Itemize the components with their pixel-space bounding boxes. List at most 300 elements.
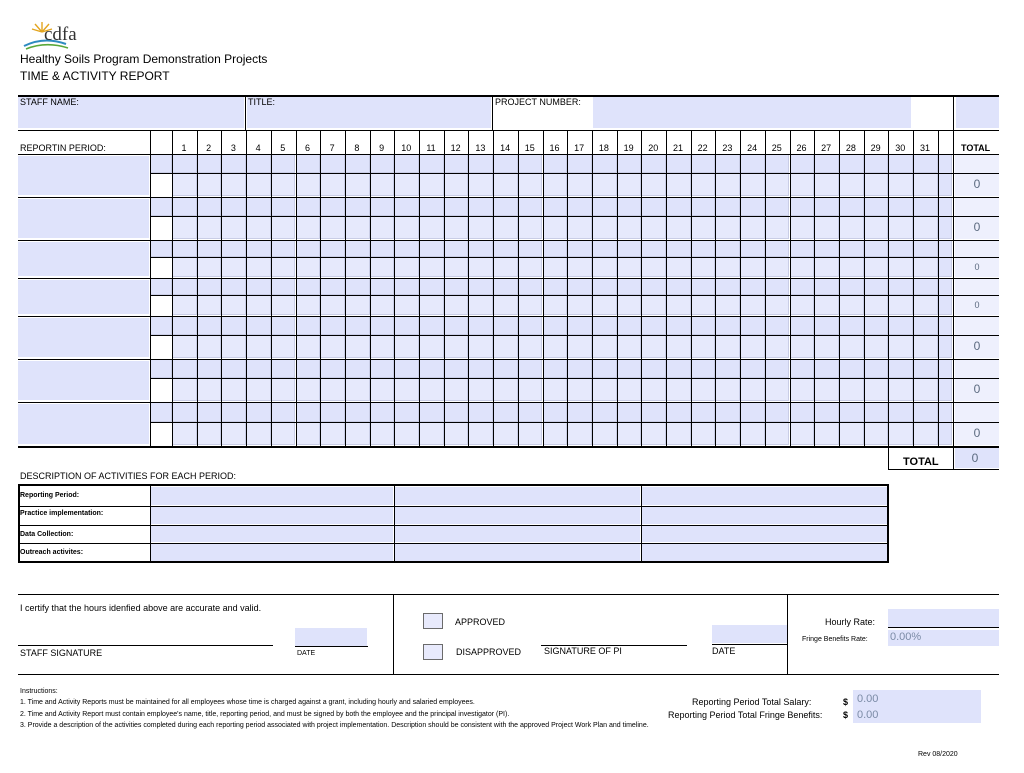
hours-cell[interactable] — [889, 360, 913, 378]
activity-name-field[interactable] — [18, 242, 149, 276]
hours-cell[interactable] — [716, 296, 740, 315]
hours-cell[interactable] — [173, 336, 197, 358]
hours-cell[interactable] — [544, 423, 568, 445]
activity-description-field[interactable] — [151, 544, 393, 561]
hours-cell[interactable] — [247, 423, 271, 445]
hours-cell[interactable] — [618, 279, 642, 295]
hours-cell[interactable] — [741, 155, 765, 173]
hours-cell[interactable] — [568, 279, 592, 295]
hours-cell[interactable] — [198, 279, 222, 295]
hours-cell[interactable] — [272, 198, 296, 216]
activity-description-field[interactable] — [642, 487, 887, 505]
hours-cell[interactable] — [150, 240, 172, 257]
hours-cell[interactable] — [642, 279, 666, 295]
hours-cell[interactable] — [741, 423, 765, 445]
hours-cell[interactable] — [222, 155, 246, 173]
hours-cell[interactable] — [346, 317, 370, 335]
hours-cell[interactable] — [420, 258, 444, 277]
hours-cell[interactable] — [889, 296, 913, 315]
hours-cell[interactable] — [297, 217, 321, 239]
hours-cell[interactable] — [519, 360, 543, 378]
hours-cell[interactable] — [420, 403, 444, 422]
hours-cell[interactable] — [346, 379, 370, 401]
hours-cell[interactable] — [914, 217, 938, 239]
hours-cell[interactable] — [247, 217, 271, 239]
hours-cell[interactable] — [815, 336, 839, 358]
hours-cell[interactable] — [692, 336, 716, 358]
hours-cell[interactable] — [469, 174, 493, 196]
hours-cell[interactable] — [346, 258, 370, 277]
hours-cell[interactable] — [618, 336, 642, 358]
hours-cell[interactable] — [741, 360, 765, 378]
hours-cell[interactable] — [642, 296, 666, 315]
hours-cell[interactable] — [222, 379, 246, 401]
hours-cell[interactable] — [667, 198, 691, 216]
hours-cell[interactable] — [395, 258, 419, 277]
hours-cell[interactable] — [371, 403, 395, 422]
hours-cell[interactable] — [198, 258, 222, 277]
hours-cell[interactable] — [297, 258, 321, 277]
hours-cell[interactable] — [494, 279, 518, 295]
hours-cell[interactable] — [519, 403, 543, 422]
hours-cell[interactable] — [791, 360, 815, 378]
hours-cell[interactable] — [692, 241, 716, 257]
hours-cell[interactable] — [865, 423, 889, 445]
hours-cell[interactable] — [716, 241, 740, 257]
hours-cell[interactable] — [544, 217, 568, 239]
hours-cell[interactable] — [346, 296, 370, 315]
hours-cell[interactable] — [840, 198, 864, 216]
hours-cell[interactable] — [297, 279, 321, 295]
hours-cell[interactable] — [741, 379, 765, 401]
hours-cell[interactable] — [247, 360, 271, 378]
hours-cell[interactable] — [297, 241, 321, 257]
hours-cell[interactable] — [741, 174, 765, 196]
hours-cell[interactable] — [371, 379, 395, 401]
hours-cell[interactable] — [150, 278, 172, 295]
hours-cell[interactable] — [222, 258, 246, 277]
hours-cell[interactable] — [297, 296, 321, 315]
hours-cell[interactable] — [445, 241, 469, 257]
hours-cell[interactable] — [445, 217, 469, 239]
hours-cell[interactable] — [445, 317, 469, 335]
hours-cell[interactable] — [692, 155, 716, 173]
hours-cell[interactable] — [692, 403, 716, 422]
hours-cell[interactable] — [297, 317, 321, 335]
hours-cell[interactable] — [766, 360, 790, 378]
hours-cell[interactable] — [865, 155, 889, 173]
hours-cell[interactable] — [494, 174, 518, 196]
hours-cell[interactable] — [371, 217, 395, 239]
hours-cell[interactable] — [395, 198, 419, 216]
hours-cell[interactable] — [667, 336, 691, 358]
hours-cell[interactable] — [247, 403, 271, 422]
hours-cell[interactable] — [939, 198, 952, 239]
hours-cell[interactable] — [222, 241, 246, 257]
hours-cell[interactable] — [766, 317, 790, 335]
hours-cell[interactable] — [865, 336, 889, 358]
hours-cell[interactable] — [272, 296, 296, 315]
hours-cell[interactable] — [593, 279, 617, 295]
hours-cell[interactable] — [716, 336, 740, 358]
hours-cell[interactable] — [939, 279, 952, 315]
hours-cell[interactable] — [766, 279, 790, 295]
hours-cell[interactable] — [593, 296, 617, 315]
hours-cell[interactable] — [667, 317, 691, 335]
hours-cell[interactable] — [272, 336, 296, 358]
hours-cell[interactable] — [568, 423, 592, 445]
hours-cell[interactable] — [791, 241, 815, 257]
hours-cell[interactable] — [568, 379, 592, 401]
hours-cell[interactable] — [593, 217, 617, 239]
hours-cell[interactable] — [618, 379, 642, 401]
hours-cell[interactable] — [544, 174, 568, 196]
activity-name-field[interactable] — [18, 280, 149, 314]
hours-cell[interactable] — [593, 336, 617, 358]
hours-cell[interactable] — [173, 198, 197, 216]
hours-cell[interactable] — [593, 360, 617, 378]
hours-cell[interactable] — [222, 174, 246, 196]
hours-cell[interactable] — [544, 317, 568, 335]
hours-cell[interactable] — [198, 403, 222, 422]
hours-cell[interactable] — [889, 423, 913, 445]
hours-cell[interactable] — [395, 296, 419, 315]
hours-cell[interactable] — [420, 379, 444, 401]
hours-cell[interactable] — [469, 403, 493, 422]
hours-cell[interactable] — [222, 217, 246, 239]
hours-cell[interactable] — [568, 217, 592, 239]
hours-cell[interactable] — [469, 279, 493, 295]
hours-cell[interactable] — [791, 423, 815, 445]
hours-cell[interactable] — [371, 258, 395, 277]
hours-cell[interactable] — [519, 279, 543, 295]
hours-cell[interactable] — [815, 174, 839, 196]
activity-description-field[interactable] — [395, 507, 640, 524]
hours-cell[interactable] — [420, 217, 444, 239]
hours-cell[interactable] — [321, 296, 345, 315]
hours-cell[interactable] — [618, 198, 642, 216]
hours-cell[interactable] — [568, 198, 592, 216]
hours-cell[interactable] — [667, 241, 691, 257]
hours-cell[interactable] — [297, 423, 321, 445]
hours-cell[interactable] — [371, 317, 395, 335]
hours-cell[interactable] — [766, 423, 790, 445]
hours-cell[interactable] — [568, 241, 592, 257]
hours-cell[interactable] — [618, 317, 642, 335]
hours-cell[interactable] — [815, 217, 839, 239]
hours-cell[interactable] — [692, 296, 716, 315]
hours-cell[interactable] — [865, 198, 889, 216]
hours-cell[interactable] — [395, 279, 419, 295]
hours-cell[interactable] — [667, 174, 691, 196]
title-field[interactable] — [247, 97, 491, 128]
activity-name-field[interactable] — [18, 199, 149, 238]
hours-cell[interactable] — [667, 403, 691, 422]
hours-cell[interactable] — [247, 241, 271, 257]
hours-cell[interactable] — [766, 379, 790, 401]
hours-cell[interactable] — [371, 198, 395, 216]
hours-cell[interactable] — [222, 317, 246, 335]
hours-cell[interactable] — [544, 360, 568, 378]
activity-name-field[interactable] — [18, 361, 149, 400]
approved-checkbox[interactable] — [423, 613, 443, 629]
hours-cell[interactable] — [692, 317, 716, 335]
hours-cell[interactable] — [618, 423, 642, 445]
hours-cell[interactable] — [445, 174, 469, 196]
hours-cell[interactable] — [371, 296, 395, 315]
hours-cell[interactable] — [815, 423, 839, 445]
hours-cell[interactable] — [914, 241, 938, 257]
hours-cell[interactable] — [865, 296, 889, 315]
hours-cell[interactable] — [371, 241, 395, 257]
hours-cell[interactable] — [272, 360, 296, 378]
hours-cell[interactable] — [865, 317, 889, 335]
hours-cell[interactable] — [173, 174, 197, 196]
activity-description-field[interactable] — [151, 526, 393, 542]
hours-cell[interactable] — [716, 317, 740, 335]
hours-cell[interactable] — [716, 174, 740, 196]
hours-cell[interactable] — [173, 217, 197, 239]
hours-cell[interactable] — [766, 174, 790, 196]
hours-cell[interactable] — [445, 258, 469, 277]
hours-cell[interactable] — [593, 317, 617, 335]
hours-cell[interactable] — [741, 317, 765, 335]
hours-cell[interactable] — [494, 336, 518, 358]
hours-cell[interactable] — [667, 379, 691, 401]
hours-cell[interactable] — [889, 279, 913, 295]
hours-cell[interactable] — [395, 217, 419, 239]
hours-cell[interactable] — [469, 379, 493, 401]
hours-cell[interactable] — [568, 258, 592, 277]
hours-cell[interactable] — [469, 258, 493, 277]
hours-cell[interactable] — [741, 279, 765, 295]
hours-cell[interactable] — [420, 360, 444, 378]
hours-cell[interactable] — [173, 296, 197, 315]
hours-cell[interactable] — [445, 198, 469, 216]
hours-cell[interactable] — [766, 241, 790, 257]
activity-name-field[interactable] — [18, 318, 149, 357]
hours-cell[interactable] — [173, 241, 197, 257]
activity-description-field[interactable] — [395, 487, 640, 505]
staff-date-field[interactable] — [295, 628, 367, 646]
hours-cell[interactable] — [865, 403, 889, 422]
hours-cell[interactable] — [914, 296, 938, 315]
hours-cell[interactable] — [198, 360, 222, 378]
hours-cell[interactable] — [198, 379, 222, 401]
hours-cell[interactable] — [395, 360, 419, 378]
hours-cell[interactable] — [198, 296, 222, 315]
hours-cell[interactable] — [247, 198, 271, 216]
hours-cell[interactable] — [939, 403, 952, 445]
hours-cell[interactable] — [469, 241, 493, 257]
hours-cell[interactable] — [791, 155, 815, 173]
hours-cell[interactable] — [716, 379, 740, 401]
hours-cell[interactable] — [544, 241, 568, 257]
hours-cell[interactable] — [395, 423, 419, 445]
project-number-field[interactable] — [593, 97, 911, 128]
hours-cell[interactable] — [791, 379, 815, 401]
hours-cell[interactable] — [939, 155, 952, 196]
hours-cell[interactable] — [618, 296, 642, 315]
hours-cell[interactable] — [667, 360, 691, 378]
hours-cell[interactable] — [865, 217, 889, 239]
hours-cell[interactable] — [420, 155, 444, 173]
hours-cell[interactable] — [642, 317, 666, 335]
hours-cell[interactable] — [346, 198, 370, 216]
hours-cell[interactable] — [692, 379, 716, 401]
hours-cell[interactable] — [791, 279, 815, 295]
hours-cell[interactable] — [420, 241, 444, 257]
hours-cell[interactable] — [766, 403, 790, 422]
hours-cell[interactable] — [593, 155, 617, 173]
hours-cell[interactable] — [865, 360, 889, 378]
activity-description-field[interactable] — [151, 487, 393, 505]
hours-cell[interactable] — [494, 379, 518, 401]
hours-cell[interactable] — [222, 423, 246, 445]
hours-cell[interactable] — [445, 279, 469, 295]
hours-cell[interactable] — [198, 174, 222, 196]
hours-cell[interactable] — [766, 155, 790, 173]
hours-cell[interactable] — [889, 174, 913, 196]
hours-cell[interactable] — [247, 174, 271, 196]
hours-cell[interactable] — [272, 155, 296, 173]
hours-cell[interactable] — [247, 317, 271, 335]
hours-cell[interactable] — [272, 241, 296, 257]
activity-description-field[interactable] — [642, 544, 887, 561]
hours-cell[interactable] — [173, 423, 197, 445]
hours-cell[interactable] — [544, 336, 568, 358]
hours-cell[interactable] — [494, 360, 518, 378]
hours-cell[interactable] — [321, 174, 345, 196]
hours-cell[interactable] — [568, 360, 592, 378]
hours-cell[interactable] — [815, 379, 839, 401]
hours-cell[interactable] — [297, 379, 321, 401]
hours-cell[interactable] — [716, 423, 740, 445]
hours-cell[interactable] — [865, 279, 889, 295]
activity-name-field[interactable] — [18, 404, 149, 444]
hours-cell[interactable] — [198, 155, 222, 173]
hours-cell[interactable] — [716, 155, 740, 173]
hours-cell[interactable] — [914, 317, 938, 335]
hours-cell[interactable] — [840, 423, 864, 445]
hours-cell[interactable] — [272, 403, 296, 422]
hours-cell[interactable] — [568, 317, 592, 335]
hours-cell[interactable] — [889, 403, 913, 422]
hours-cell[interactable] — [198, 198, 222, 216]
hours-cell[interactable] — [198, 336, 222, 358]
hours-cell[interactable] — [766, 336, 790, 358]
hours-cell[interactable] — [321, 198, 345, 216]
hours-cell[interactable] — [173, 155, 197, 173]
hours-cell[interactable] — [692, 217, 716, 239]
hours-cell[interactable] — [741, 403, 765, 422]
hours-cell[interactable] — [642, 403, 666, 422]
hours-cell[interactable] — [371, 336, 395, 358]
hours-cell[interactable] — [914, 379, 938, 401]
hours-cell[interactable] — [247, 258, 271, 277]
hours-cell[interactable] — [716, 217, 740, 239]
hours-cell[interactable] — [618, 258, 642, 277]
hours-cell[interactable] — [840, 403, 864, 422]
hours-cell[interactable] — [321, 155, 345, 173]
hours-cell[interactable] — [840, 279, 864, 295]
hours-cell[interactable] — [840, 241, 864, 257]
hours-cell[interactable] — [494, 423, 518, 445]
hours-cell[interactable] — [150, 316, 172, 335]
hours-cell[interactable] — [716, 279, 740, 295]
hours-cell[interactable] — [791, 403, 815, 422]
hours-cell[interactable] — [642, 217, 666, 239]
hours-cell[interactable] — [150, 197, 172, 216]
hours-cell[interactable] — [791, 198, 815, 216]
hours-cell[interactable] — [445, 155, 469, 173]
hours-cell[interactable] — [519, 241, 543, 257]
hours-cell[interactable] — [716, 403, 740, 422]
hours-cell[interactable] — [692, 279, 716, 295]
hours-cell[interactable] — [173, 379, 197, 401]
hours-cell[interactable] — [469, 423, 493, 445]
hours-cell[interactable] — [371, 279, 395, 295]
hours-cell[interactable] — [494, 155, 518, 173]
hours-cell[interactable] — [519, 379, 543, 401]
hours-cell[interactable] — [247, 296, 271, 315]
hours-cell[interactable] — [469, 360, 493, 378]
hours-cell[interactable] — [914, 198, 938, 216]
hours-cell[interactable] — [568, 155, 592, 173]
hours-cell[interactable] — [716, 258, 740, 277]
hours-cell[interactable] — [519, 198, 543, 216]
hours-cell[interactable] — [865, 174, 889, 196]
hours-cell[interactable] — [272, 423, 296, 445]
hours-cell[interactable] — [321, 360, 345, 378]
hours-cell[interactable] — [593, 241, 617, 257]
hours-cell[interactable] — [395, 174, 419, 196]
hours-cell[interactable] — [445, 296, 469, 315]
hours-cell[interactable] — [667, 258, 691, 277]
hours-cell[interactable] — [519, 296, 543, 315]
hours-cell[interactable] — [889, 198, 913, 216]
hours-cell[interactable] — [346, 241, 370, 257]
hours-cell[interactable] — [420, 279, 444, 295]
hours-cell[interactable] — [297, 360, 321, 378]
hours-cell[interactable] — [494, 296, 518, 315]
hours-cell[interactable] — [914, 360, 938, 378]
hours-cell[interactable] — [469, 198, 493, 216]
hours-cell[interactable] — [692, 423, 716, 445]
hours-cell[interactable] — [321, 241, 345, 257]
hours-cell[interactable] — [815, 403, 839, 422]
hours-cell[interactable] — [889, 317, 913, 335]
hours-cell[interactable] — [544, 198, 568, 216]
hours-cell[interactable] — [889, 336, 913, 358]
hours-cell[interactable] — [766, 296, 790, 315]
hours-cell[interactable] — [791, 258, 815, 277]
hours-cell[interactable] — [395, 379, 419, 401]
hours-cell[interactable] — [445, 336, 469, 358]
hours-cell[interactable] — [544, 379, 568, 401]
hours-cell[interactable] — [667, 279, 691, 295]
hours-cell[interactable] — [642, 174, 666, 196]
hours-cell[interactable] — [642, 258, 666, 277]
hours-cell[interactable] — [173, 360, 197, 378]
hours-cell[interactable] — [494, 317, 518, 335]
hours-cell[interactable] — [272, 317, 296, 335]
hours-cell[interactable] — [840, 217, 864, 239]
hours-cell[interactable] — [247, 336, 271, 358]
hours-cell[interactable] — [272, 217, 296, 239]
hours-cell[interactable] — [716, 198, 740, 216]
hours-cell[interactable] — [815, 317, 839, 335]
